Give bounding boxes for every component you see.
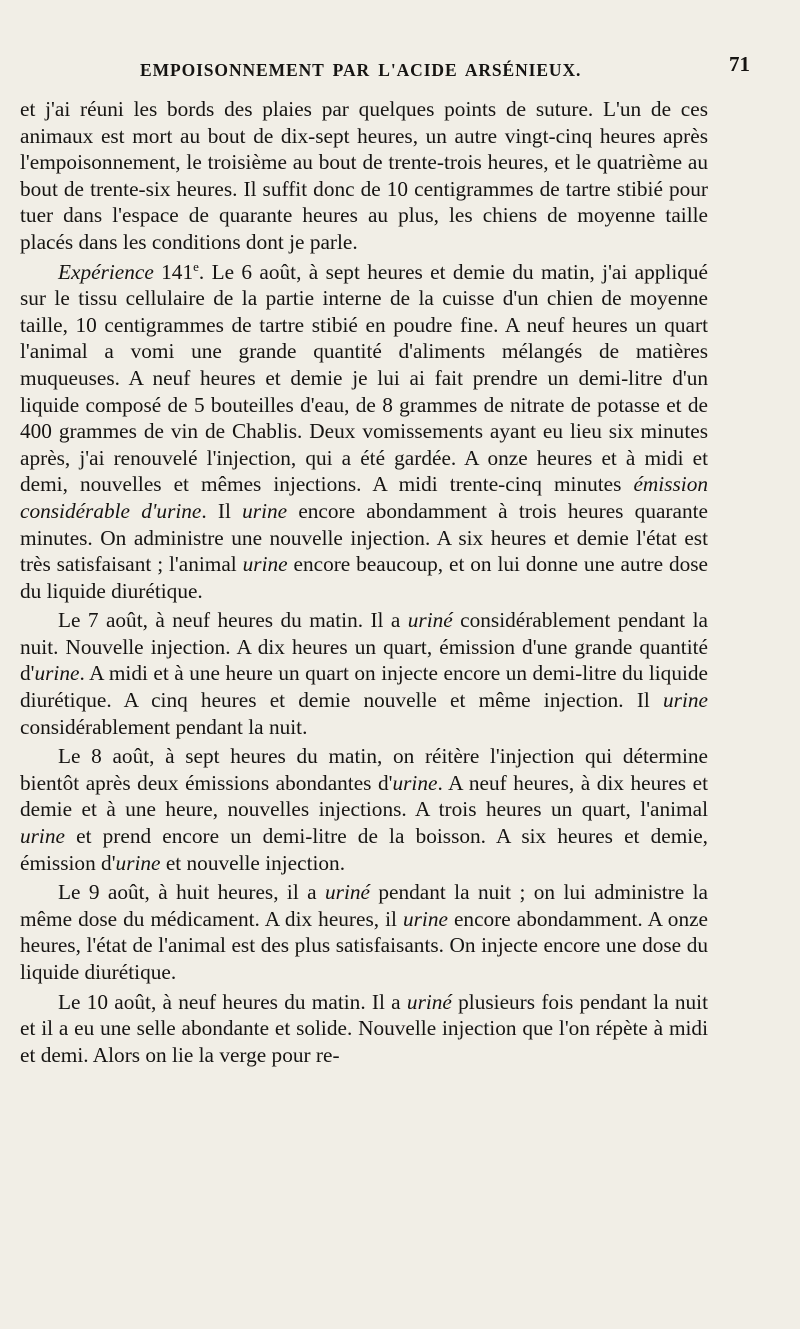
text-run: . Le 6 août, à sept heures et demie du matin, j'ai appliqué sur le tissu cellulaire de la partie interne de la cuisse d'un chien de moyenne taille, 10 centigrammes de tartre stibié en poudre fine. A neuf heures un quart l'animal a vomi une grande quantité d'aliments mélangés de matières muqueuses. A neuf heures et demie je lui ai fait prendre un demi-litre d'un liquide composé de 5 bouteilles d'eau, de 8 grammes de nitrate de potasse et de 400 grammes de vin de Chablis. Deux vomissements ayant eu lieu six minutes après, j'ai renouvelé l'injection, qui a été gardée. A onze heures et à midi et demi, nouvelles et mêmes injections. A midi trente-cinq minutes xyxy=(20,259,708,497)
body-text xyxy=(20,96,708,1068)
text-run: et j'ai réuni les bords des plaies par quelques points de suture. L'un de ces animaux est mort au bout de dix-sept heures, un autre vingt-cinq heures après l'empoisonnement, le troisième au bout de trente-trois heures, et le quatrième au bout de trente-six heures. Il suffit donc de 10 centigrammes de tartre stibié pour tuer dans l'espace de quarante heures au plus, les chiens de moyenne taille placés dans les conditions dont je parle. xyxy=(20,97,708,254)
italic-run: urine xyxy=(20,824,65,849)
text-run: 141 xyxy=(153,259,194,284)
text-run: Le 7 août, à neuf heures du matin. Il a xyxy=(58,608,408,633)
text-run: . A midi et à une heure un quart on injecte encore un demi-litre du liquide diurétique. A cinq heures et demie nouvelle et même injection. Il xyxy=(20,661,708,713)
text-run: encore abondamment. A onze heures, l'état de l'animal est des plus satisfaisants. On injecte encore une dose du liquide diurétique. xyxy=(20,906,708,984)
text-run: encore beaucoup, et on lui donne une autre dose du liquide diurétique. xyxy=(20,552,708,603)
page-number: 71 xyxy=(729,52,750,76)
text-run: et prend encore un demi-litre de la boisson. A six heures et demie, émission d' xyxy=(20,824,708,875)
italic-run: urine xyxy=(34,661,80,686)
text-run: plusieurs fois pendant la nuit et il a eu une selle abondante et solide. Nouvelle injection que l'on répète à midi et demi. Alors on lie la verge pour re- xyxy=(20,989,709,1067)
paragraph xyxy=(20,743,708,876)
text-run: Le 8 août, à sept heures du matin, on réitère l'injection qui détermine bientôt après deux émissions abondantes d' xyxy=(20,744,708,795)
text-run: Le 9 août, à huit heures, il a xyxy=(58,880,326,905)
italic-run: urine xyxy=(663,688,708,713)
italic-run: urine xyxy=(242,498,288,523)
paragraph xyxy=(20,96,708,256)
text-run: pendant la nuit ; on lui administre la même dose du médicament. A dix heures, il xyxy=(20,880,708,931)
paragraph xyxy=(20,607,708,740)
page-header xyxy=(20,50,750,96)
italic-run: uriné xyxy=(325,880,370,905)
italic-run: Expérience xyxy=(58,259,154,284)
text-run: et nouvelle injection. xyxy=(160,850,346,875)
text-run: . Il xyxy=(201,498,243,523)
italic-run: émission considérable d'urine xyxy=(20,472,708,523)
text-run: Le 10 août, à neuf heures du matin. Il a xyxy=(58,989,407,1014)
running-title: EMPOISONNEMENT PAR L'ACIDE ARSÉNIEUX. xyxy=(140,60,582,80)
italic-run: urine xyxy=(402,906,448,931)
text-run: . A neuf heures, à dix heures et demie et à une heure, nouvelles injections. A trois heures un quart, l'animal xyxy=(20,770,708,822)
text-run: considérablement pendant la nuit. xyxy=(20,714,308,739)
text-run: encore abondamment à trois heures quarante minutes. On administre une nouvelle injection. A six heures et demie l'état est très satisfaisant ; l'animal xyxy=(20,498,708,577)
italic-run: urine xyxy=(392,770,438,795)
paragraph xyxy=(20,879,708,985)
text-run: considérablement pendant la nuit. Nouvelle injection. A dix heures un quart, émission d'une grande quantité d' xyxy=(20,608,708,686)
paragraph xyxy=(20,259,708,605)
paragraph xyxy=(20,989,708,1069)
italic-run: urine xyxy=(115,850,161,875)
italic-run: urine xyxy=(242,552,288,577)
superscript-run: e xyxy=(193,258,199,274)
italic-run: uriné xyxy=(406,989,452,1014)
italic-run: uriné xyxy=(407,608,453,633)
